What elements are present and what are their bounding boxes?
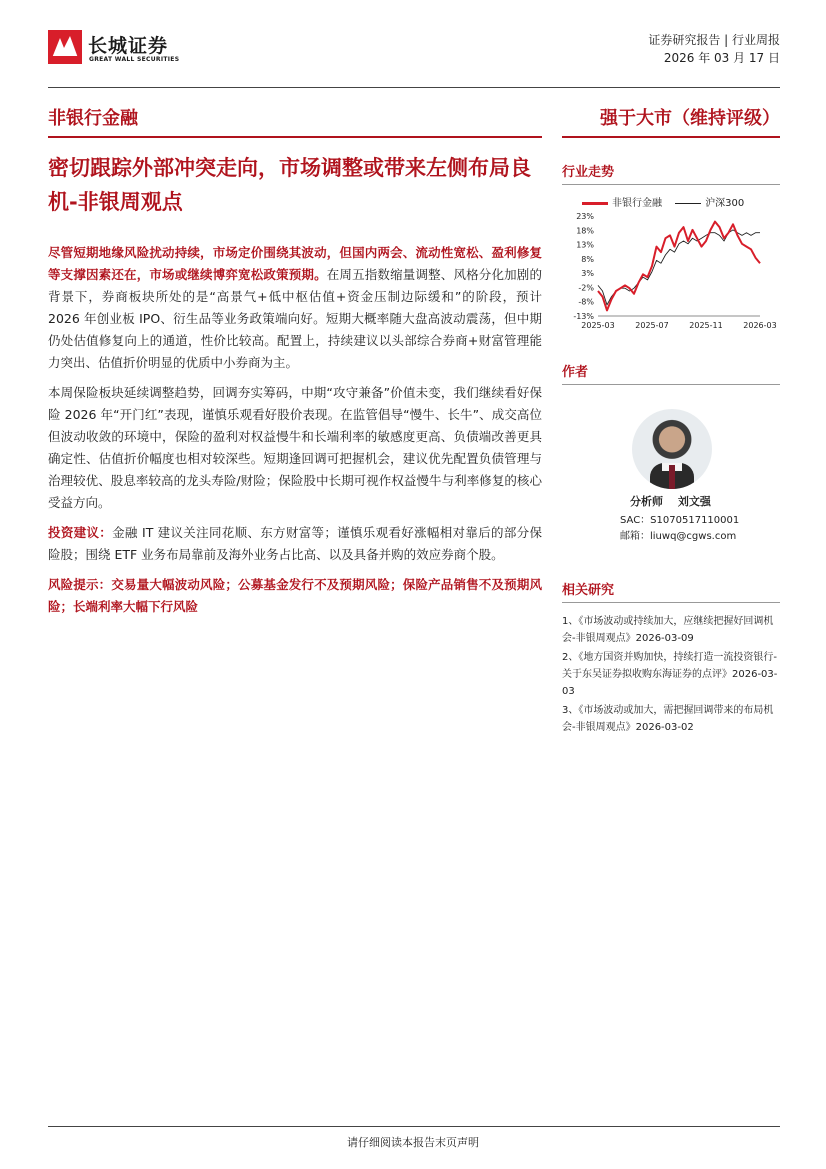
footer-disclaimer: 请仔细阅读本报告末页声明 bbox=[347, 1136, 479, 1149]
rating-heading bbox=[562, 104, 780, 138]
author-section bbox=[562, 361, 780, 542]
page-header bbox=[48, 22, 780, 88]
x-tick-label: 2025-07 bbox=[635, 321, 669, 330]
logo-chinese-name: 长城证券 bbox=[88, 35, 169, 57]
paragraph-risk: 风险提示：交易量大幅波动风险；公募基金发行不及预期风险；保险产品销售不及预期风险；长端利率大幅下行风险 bbox=[48, 577, 542, 614]
legend-label-index: 沪深300 bbox=[705, 198, 745, 209]
report-title: 密切跟踪外部冲突走向，市场调整或带来左侧布局良机-非银周观点 bbox=[48, 156, 531, 214]
sector-heading bbox=[48, 104, 542, 138]
y-tick-label: 13% bbox=[576, 240, 594, 250]
x-tick-label: 2026-03 bbox=[743, 321, 777, 330]
y-tick-label: 23% bbox=[576, 212, 594, 221]
paragraph-broker-lead: 尽管短期地缘风险扰动持续，市场定价围绕其波动，但国内两会、流动性宽松、盈利修复等支撑因素还在，市场或继续博弈宽松政策预期。 bbox=[48, 245, 542, 282]
x-tick-label: 2025-03 bbox=[581, 321, 615, 330]
x-tick-label: 2025-11 bbox=[689, 321, 723, 330]
author-sac: SAC：S1070517110001 bbox=[620, 515, 740, 526]
header-divider bbox=[48, 87, 780, 88]
related-research bbox=[562, 579, 780, 738]
y-tick-label: -13% bbox=[573, 312, 594, 321]
advice-text: 金融 IT 建议关注同花顺、东方财富等；谨慎乐观看好涨幅相对靠后的部分保险股；围绕 ETF 业务布局靠前及海外业务占比高、以及具备并购的效应券商个股。 bbox=[48, 525, 542, 562]
author-avatar bbox=[632, 409, 712, 489]
series-line-index bbox=[598, 230, 760, 305]
y-tick-label: 18% bbox=[576, 226, 594, 236]
trend-section bbox=[562, 161, 780, 185]
paragraph-advice bbox=[48, 522, 542, 566]
great-wall-logo-icon bbox=[48, 30, 82, 64]
y-tick-label: 8% bbox=[581, 254, 594, 264]
trend-title: 行业走势 bbox=[562, 161, 780, 185]
related-title: 相关研究 bbox=[562, 579, 780, 603]
series-line-sector bbox=[598, 222, 760, 311]
author-email[interactable]: 邮箱：liuwq@cgws.com bbox=[620, 531, 737, 542]
sector-name: 非银行金融 bbox=[48, 108, 138, 129]
paragraph-insurance: 本周保险板块延续调整趋势，回调夯实筹码，中期“攻守兼备”价值未变，我们继续看好保险 2026 年“开门红”表现，谨慎乐观看好股价表现。在监管倡导“慢牛、长牛”、成交高位但波动收敛的环境中，保险的盈利对权益慢牛和长端利率的敏感度更高、负债端改善更具确定性、估值折价幅度也相对较深些。短期逢回调可把握机会，建议优先配置负债管理与治理较优、股息率较高的龙头寿险/财险；保险股中长期可视作权益慢牛与利率修复的核心受益方向。 bbox=[48, 385, 542, 510]
author-title: 作者 bbox=[562, 361, 780, 385]
related-item[interactable]: 3、《市场波动或加大，需把握回调带来的布局机会-非银周观点》2026-03-02 bbox=[562, 705, 774, 733]
paragraph-broker bbox=[48, 242, 542, 374]
report-date: 2026 年 03 月 17 日 bbox=[663, 51, 780, 65]
related-list bbox=[562, 613, 780, 736]
advice-label: 投资建议： bbox=[48, 525, 113, 540]
logo-english-name: GREAT WALL SECURITIES bbox=[89, 56, 180, 63]
avatar-tie bbox=[669, 465, 675, 489]
related-item[interactable]: 2、《地方国资并购加快，持续打造一流投资银行-关于东吴证券拟收购东海证券的点评》2026-03-03 bbox=[562, 652, 778, 697]
legend-label-sector: 非银行金融 bbox=[612, 198, 662, 209]
y-tick-label: -8% bbox=[578, 297, 594, 307]
y-tick-label: -2% bbox=[578, 283, 594, 293]
paragraph-broker-text: 在周五指数缩量调整、风格分化加剧的背景下，券商板块所处的是“高景气+低中枢估值+资金压制边际缓和”的阶段，预计 2026 年创业板 IPO、衍生品等业务政策端向好。短期大概率随大盘高波动震荡，但中期仍处估值修复向上的通道，性价比较高。配置上，持续建议以头部综合券商+财富管理能力突出、估值折价明显的优质中小券商为主。 bbox=[48, 267, 542, 370]
related-item[interactable]: 1、《市场波动或持续加大，应继续把握好回调机会-非银周观点》2026-03-09 bbox=[562, 616, 774, 644]
report-type: 证券研究报告 | 行业周报 bbox=[648, 33, 780, 47]
rating-text: 强于大市（维持评级） bbox=[600, 108, 780, 129]
chart-plot bbox=[562, 190, 780, 340]
author-name: 分析师 刘文强 bbox=[630, 495, 711, 508]
trend-chart bbox=[562, 190, 780, 340]
y-tick-label: 3% bbox=[581, 269, 594, 279]
footer-divider bbox=[48, 1126, 780, 1127]
header-info bbox=[648, 31, 780, 67]
company-logo bbox=[48, 30, 248, 70]
report-body bbox=[48, 242, 542, 626]
